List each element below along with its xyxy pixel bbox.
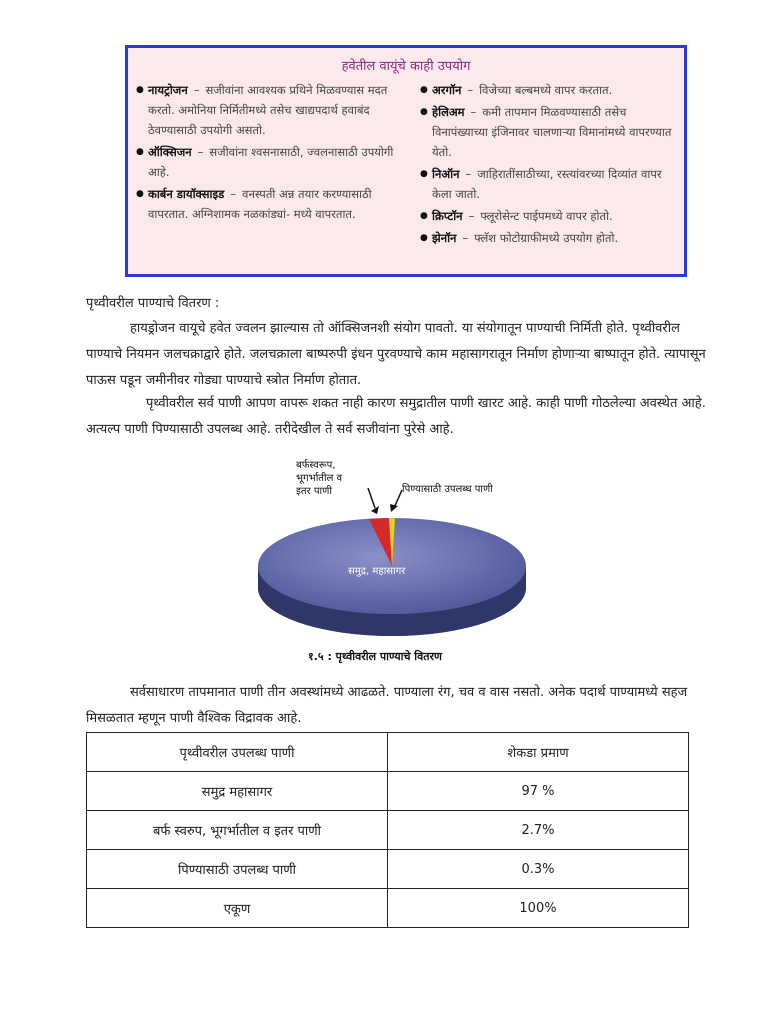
label-ice-line3: इतर पाणी [296, 486, 332, 497]
gas-name: ऑक्सिजन [148, 145, 192, 159]
drinking-arrow [394, 490, 402, 508]
gas-desc: कमी तापमान मिळवण्यासाठी तसेच विनापंख्याच्या इंजिनावर चालणाऱ्या विमानांमध्ये वापरण्यात येतो. [432, 105, 672, 159]
box-title: हवेतील वायूंचे काही उपयोग [341, 59, 471, 74]
paragraph-water-availability: पृथ्वीवरील सर्व पाणी आपण वापरू शकत नाही कारण समुद्रातील पाणी खारट आहे. काही पाणी गोठलेल्या अवस्थेत आहे. अत्यल्प पाणी पिण्यासाठी उपलब्ध आहे. तरीदेखील ते सर्व सजीवांना पुरेसे आहे. [86, 396, 706, 437]
table-cell: पिण्यासाठी उपलब्ध पाणी [87, 850, 388, 889]
gas-item-krypton: ● क्रिप्टॉन – फ्लूरोसेन्ट पाईपमध्ये वापर होतो. [420, 206, 682, 226]
gas-list-right [420, 80, 682, 250]
gas-name: झेनॉन [432, 231, 457, 245]
gas-item-nitrogen: ● नायट्रोजन – सजीवांना आवश्यक प्रथिने मिळवण्यास मदत करतो. अमोनिया निर्मितीमध्ये तसेच खाद्यपदार्थ हवाबंद ठेवण्यासाठी उपयोगी असतो. [136, 80, 406, 140]
gas-desc: सजीवांना आवश्यक प्रथिने मिळवण्यास मदत करतो. अमोनिया निर्मितीमध्ये तसेच खाद्यपदार्थ हवाबंद ठेवण्यासाठी उपयोगी असतो. [148, 83, 388, 137]
gas-item-neon: ● निऑन – जाहिरातींसाठीच्या, रस्त्यांवरच्या दिव्यांत वापर केला जातो. [420, 164, 682, 204]
drinking-arrowhead [390, 504, 398, 512]
label-ice-line2: भूगर्भातील व [296, 473, 343, 484]
table-cell: 97 % [388, 772, 689, 811]
table-row [87, 772, 689, 811]
section-heading: पृथ्वीवरील पाण्याचे वितरण : [86, 296, 220, 311]
gas-name: निऑन [432, 167, 460, 181]
table-header: शेकडा प्रमाण [388, 733, 689, 772]
gas-desc: वनस्पती अन्न तयार करण्यासाठी वापरतात. अग्निशामक नळकांड्यां- मध्ये वापरतात. [148, 187, 372, 221]
gas-desc: जाहिरातींसाठीच्या, रस्त्यांवरच्या दिव्यांत वापर केला जातो. [432, 167, 662, 201]
gas-item-oxygen: ● ऑक्सिजन – सजीवांना श्वसनासाठी, ज्वलनासाठी उपयोगी आहे. [136, 142, 406, 182]
water-distribution-table [86, 732, 689, 928]
gas-desc: फ्लूरोसेन्ट पाईपमध्ये वापर होतो. [480, 209, 613, 223]
gas-desc: फ्लॅश फोटोग्राफीमध्ये उपयोग होतो. [474, 231, 619, 245]
ice-arrow [368, 488, 375, 508]
paragraph-water-properties: सर्वसाधारण तापमानात पाणी तीन अवस्थांमध्ये आढळते. पाण्याला रंग, चव व वास नसतो. अनेक पदार्थ पाण्यामध्ये सहज मिसळतात म्हणून पाणी वैश्विक विद्रावक आहे. [86, 685, 688, 726]
table-cell: समुद्र महासागर [87, 772, 388, 811]
gas-item-helium: ● हेलिअम – कमी तापमान मिळवण्यासाठी तसेच विनापंख्याच्या इंजिनावर चालणाऱ्या विमानांमध्ये वापरण्यात येतो. [420, 102, 682, 162]
label-drinking: पिण्यासाठी उपलब्ध पाणी [402, 484, 493, 495]
table-row [87, 811, 689, 850]
gas-name: क्रिप्टॉन [432, 209, 463, 223]
gas-list-left [136, 80, 406, 226]
gas-desc: सजीवांना श्वसनासाठी, ज्वलनासाठी उपयोगी आहे. [148, 145, 394, 179]
table-row [87, 850, 689, 889]
air-gases-uses-box [125, 45, 687, 277]
table-cell: 0.3% [388, 850, 689, 889]
paragraph-water-formation: हायड्रोजन वायूचे हवेत ज्वलन झाल्यास तो ऑक्सिजनशी संयोग पावतो. या संयोगातून पाण्याची निर्मिती होते. पृथ्वीवरील पाण्याचे नियमन जलचक्राद्वारे होते. जलचक्राला बाष्परुपी इंधन पुरवण्याचे काम महासागरातून निर्माण होणाऱ्या बाष्पातून होते. त्यापासून पाऊस पडून जमीनीवर गोड्या पाण्याचे स्त्रोत निर्माण होतात. [86, 321, 706, 388]
gas-name: नायट्रोजन [148, 83, 188, 97]
water-distribution-pie-chart [238, 448, 550, 670]
gas-item-xenon: ● झेनॉन – फ्लॅश फोटोग्राफीमध्ये उपयोग होतो. [420, 228, 682, 248]
gas-name: कार्बन डायॉक्साइड [148, 187, 225, 201]
table-header-row [87, 733, 689, 772]
table-cell: 2.7% [388, 811, 689, 850]
table-cell: एकूण [87, 889, 388, 928]
table-cell: बर्फ स्वरुप, भूगर्भातील व इतर पाणी [87, 811, 388, 850]
table-row [87, 889, 689, 928]
gas-item-carbon-dioxide: ● कार्बन डायॉक्साइड – वनस्पती अन्न तयार करण्यासाठी वापरतात. अग्निशामक नळकांड्यां- मध्ये वापरतात. [136, 184, 406, 224]
label-ice-line1: बर्फस्वरूप, [296, 460, 336, 471]
label-ocean: समुद्र, महासागर [348, 566, 406, 577]
gas-name: अरगॉन [432, 83, 462, 97]
gas-desc: विजेच्या बल्बमध्ये वापर करतात. [479, 83, 613, 97]
water-distribution-figure [238, 448, 550, 670]
table-cell: 100% [388, 889, 689, 928]
gas-name: हेलिअम [432, 105, 465, 119]
gas-item-argon: ● अरगॉन – विजेच्या बल्बमध्ये वापर करतात. [420, 80, 682, 100]
table-header: पृथ्वीवरील उपलब्ध पाणी [87, 733, 388, 772]
figure-caption: १.५ : पृथ्वीवरील पाण्याचे वितरण [308, 650, 442, 663]
